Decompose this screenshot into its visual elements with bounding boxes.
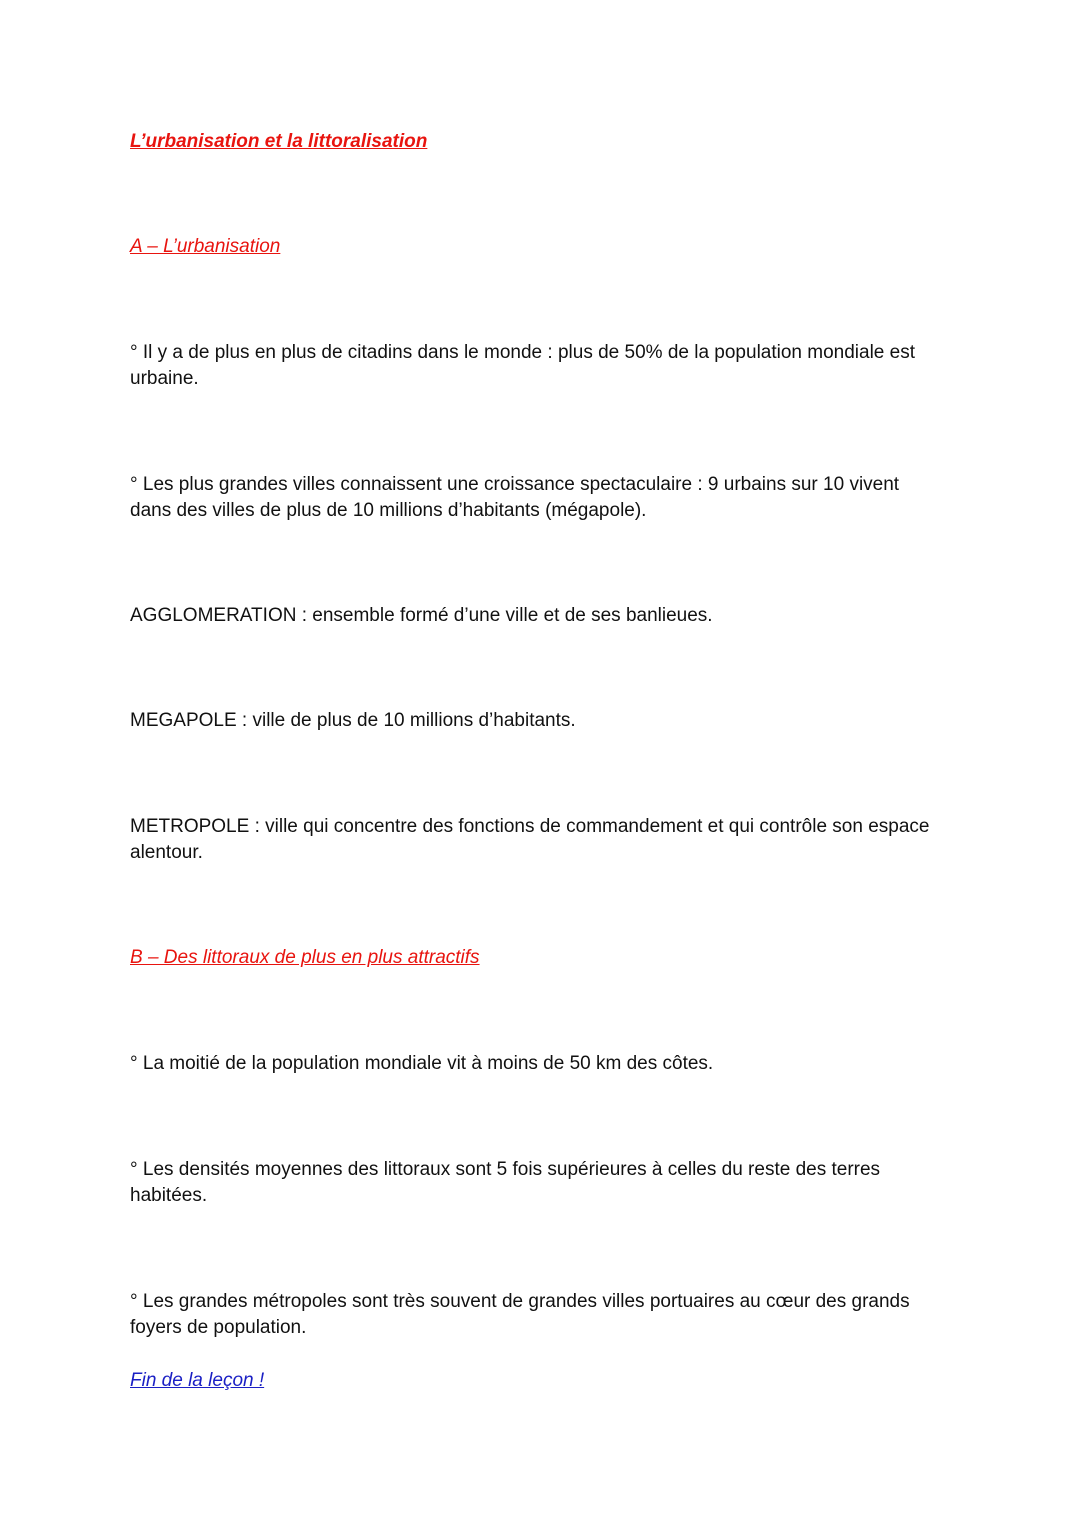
section-heading-b: B – Des littoraux de plus en plus attractifs	[130, 947, 480, 968]
page-title: L’urbanisation et la littoralisation	[130, 131, 428, 152]
section-heading-a: A – L’urbanisation	[130, 236, 281, 257]
paragraph-megacity-growth: ° Les plus grandes villes connaissent une croissance spectaculaire : 9 urbains sur 10 vivent dans des villes de plus de 10 millions d’habitants (mégapole).	[130, 474, 900, 521]
definition-agglomeration: AGGLOMERATION : ensemble formé d’une ville et de ses banlieues.	[130, 605, 713, 626]
definition-megapole: MEGAPOLE : ville de plus de 10 millions d’habitants.	[130, 710, 576, 731]
definition-metropole: METROPOLE : ville qui concentre des fonctions de commandement et qui contrôle son espace alentour.	[130, 816, 930, 863]
end-of-lesson-link[interactable]: Fin de la leçon !	[130, 1370, 265, 1391]
paragraph-urban-population: ° Il y a de plus en plus de citadins dans le monde : plus de 50% de la population mondiale est urbaine.	[130, 342, 915, 389]
paragraph-coastal-population: ° La moitié de la population mondiale vit à moins de 50 km des côtes.	[130, 1053, 714, 1074]
paragraph-coastal-density: ° Les densités moyennes des littoraux sont 5 fois supérieures à celles du reste des terres habitées.	[130, 1159, 881, 1206]
paragraph-port-metropolises: ° Les grandes métropoles sont très souvent de grandes villes portuaires au cœur des grands foyers de population.	[130, 1291, 910, 1338]
